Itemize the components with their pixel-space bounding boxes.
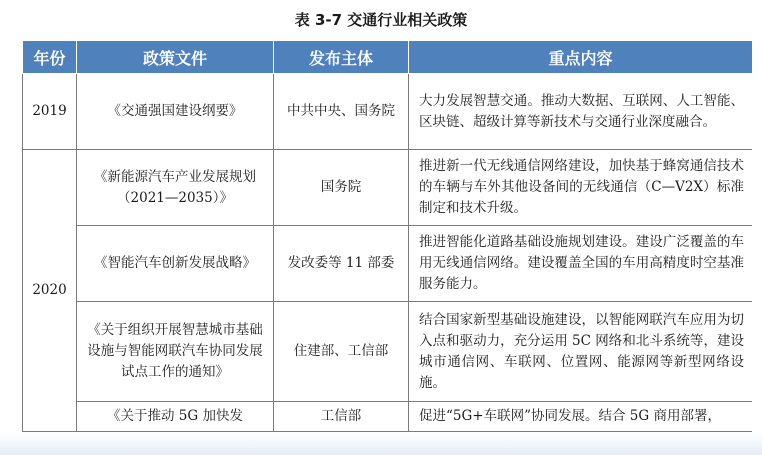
table-row (23, 402, 753, 432)
issuer-cell: 发改委等 11 部委 (274, 226, 409, 302)
table-row (23, 302, 753, 402)
key-content-cell: 促进“5G+车联网”协同发展。结合 5G 商用部署， (409, 402, 753, 432)
year-cell: 2020 (23, 150, 77, 432)
table-header-row (23, 41, 753, 74)
issuer-cell: 中共中央、国务院 (274, 74, 409, 150)
policy-document-cell: 《智能汽车创新发展战略》 (77, 226, 274, 302)
table-row (23, 74, 753, 150)
header-issuer: 发布主体 (274, 41, 409, 74)
header-key-content: 重点内容 (409, 41, 753, 74)
year-cell: 2019 (23, 74, 77, 150)
page-bottom-fade (0, 433, 762, 455)
table-row (23, 150, 753, 226)
header-policy-document: 政策文件 (77, 41, 274, 74)
policy-document-cell: 《新能源汽车产业发展规划（2021—2035）》 (77, 150, 274, 226)
key-content-cell: 推进智能化道路基础设施规划建设。建设广泛覆盖的车用无线通信网络。建设覆盖全国的车用高精度时空基准服务能力。 (409, 226, 753, 302)
key-content-cell: 推进新一代无线通信网络建设，加快基于蜂窝通信技术的车辆与车外其他设备间的无线通信（C—V2X）标准制定和技术升级。 (409, 150, 753, 226)
policy-document-cell: 《关于推动 5G 加快发 (77, 402, 274, 432)
header-year: 年份 (23, 41, 77, 74)
issuer-cell: 国务院 (274, 150, 409, 226)
issuer-cell: 住建部、工信部 (274, 302, 409, 402)
policy-table-container (22, 40, 752, 440)
key-content-cell: 结合国家新型基础设施建设，以智能网联汽车应用为切入点和驱动力，充分运用 5C 网络和北斗系统等，建设城市通信网、车联网、位置网、能源网等新型网络设施。 (409, 302, 753, 402)
issuer-cell: 工信部 (274, 402, 409, 432)
key-content-cell: 大力发展智慧交通。推动大数据、互联网、人工智能、区块链、超级计算等新技术与交通行业深度融合。 (409, 74, 753, 150)
policy-document-cell: 《交通强国建设纲要》 (77, 74, 274, 150)
table-caption: 表 3-7 交通行业相关政策 (294, 11, 468, 29)
policy-document-cell: 《关于组织开展智慧城市基础设施与智能网联汽车协同发展试点工作的通知》 (77, 302, 274, 402)
table-row (23, 226, 753, 302)
policy-table (22, 40, 752, 432)
